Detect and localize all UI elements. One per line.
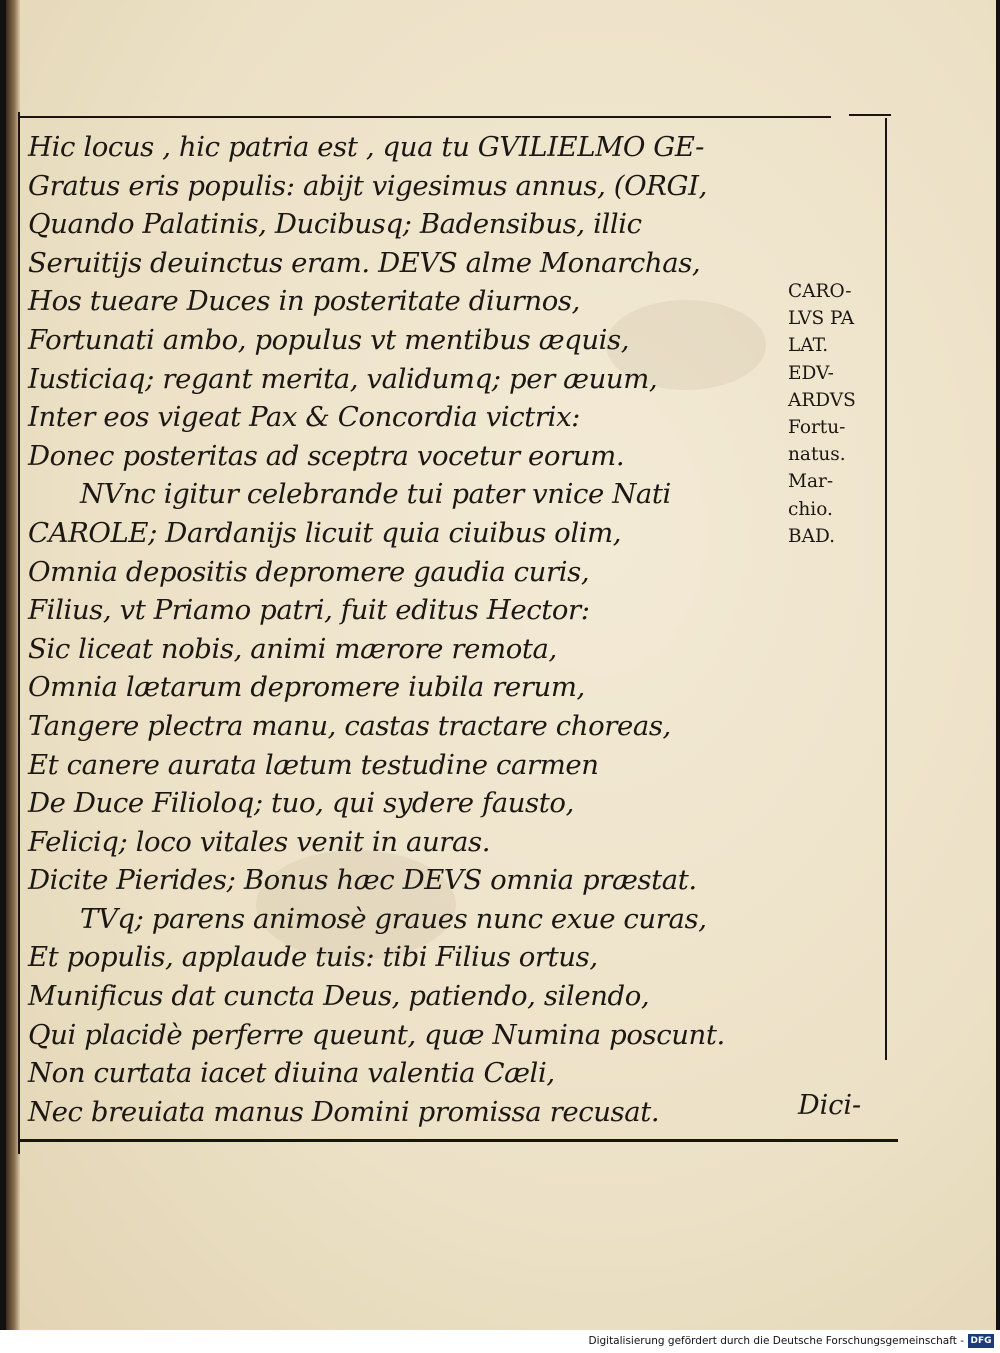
- verse-line: Qui placidè perferre queunt, quæ Numina poscunt.: [28, 1018, 725, 1051]
- margin-top-rule: [849, 114, 891, 116]
- verse-line: Hos tueare Duces in posteritate diurnos,: [28, 285, 580, 318]
- verse-line: Et canere aurata lætum testudine carmen: [28, 748, 599, 781]
- marginal-note-line: CARO-: [788, 281, 852, 302]
- marginal-note-line: BAD.: [788, 525, 836, 547]
- verse-line: CAROLE; Dardanijs licuit quia ciuibus olim,: [28, 516, 622, 549]
- marginal-note-line: natus.: [788, 444, 846, 466]
- marginal-note-line: Mar-: [788, 471, 834, 493]
- verse-text: [28, 128, 788, 1131]
- marginal-note-line: LAT.: [788, 335, 829, 357]
- verse-line: Seruitijs deuinctus eram. DEVS alme Monarchas,: [28, 246, 701, 279]
- verse-line: Tangere plectra manu, castas tractare choreas,: [28, 709, 671, 742]
- verse-line: Et populis, applaude tuis: tibi Filius ortus,: [28, 941, 598, 974]
- verse-line: Inter eos vigeat Pax & Concordia victrix:: [28, 401, 581, 434]
- marginal-note-line: Fortu-: [788, 417, 846, 439]
- verse-line: Sic liceat nobis, animi mærore remota,: [28, 632, 557, 665]
- verse-line: Munificus dat cuncta Deus, patiendo, silendo,: [28, 980, 650, 1013]
- marginal-note-line: chio.: [788, 498, 833, 520]
- frame-left-rule: [18, 112, 20, 1154]
- verse-line-paragraph-start: TVq; parens animosè graues nunc exue curas,: [80, 902, 707, 935]
- verse-line: Dicite Pierides; Bonus hæc DEVS omnia præstat.: [28, 864, 697, 897]
- marginal-note-line: EDV-: [788, 362, 834, 384]
- verse-line: Filius, vt Priamo patri, fuit editus Hector:: [28, 594, 590, 627]
- verse-line: Omnia lætarum depromere iubila rerum,: [28, 671, 585, 704]
- verse-line: Donec posteritas ad sceptra vocetur eorum.: [28, 439, 625, 472]
- frame-top-rule: [18, 116, 831, 118]
- verse-line: Omnia depositis depromere gaudia curis,: [28, 555, 590, 588]
- verse-line: Hic locus , hic patria est , qua tu GVILIELMO GE-: [28, 131, 704, 163]
- marginal-note: [788, 278, 888, 550]
- verse-line: Quando Palatinis, Ducibusq; Badensibus, illic: [28, 208, 642, 241]
- verse-line: De Duce Filioloq; tuo, qui sydere fausto,: [28, 787, 574, 820]
- verse-line: Non curtata iacet diuina valentia Cæli,: [28, 1057, 555, 1090]
- verse-line: Feliciq; loco vitales venit in auras.: [28, 825, 491, 858]
- verse-line: Gratus eris populis: abijt vigesimus annus, (ORGI,: [28, 169, 707, 202]
- frame-right-rule: [885, 118, 887, 1060]
- verse-line-paragraph-start: NVnc igitur celebrande tui pater vnice Nati: [80, 478, 671, 511]
- verse-line: Nec breuiata manus Domini promissa recusat.: [28, 1095, 660, 1128]
- verse-line: Fortunati ambo, populus vt mentibus æquis,: [28, 323, 630, 356]
- marginal-note-line: LVS PA: [788, 308, 855, 330]
- footer-credit: Digitalisierung gefördert durch die Deutsche Forschungsgemeinschaft -: [588, 1335, 964, 1347]
- frame-bottom-rule: [18, 1139, 898, 1142]
- verse-line: Iusticiaq; regant merita, validumq; per æuum,: [28, 362, 658, 395]
- marginal-note-line: ARDVS: [788, 389, 856, 411]
- catchword: Dici-: [798, 1090, 862, 1121]
- book-page: [6, 0, 996, 1330]
- dfg-logo: DFG: [968, 1334, 994, 1348]
